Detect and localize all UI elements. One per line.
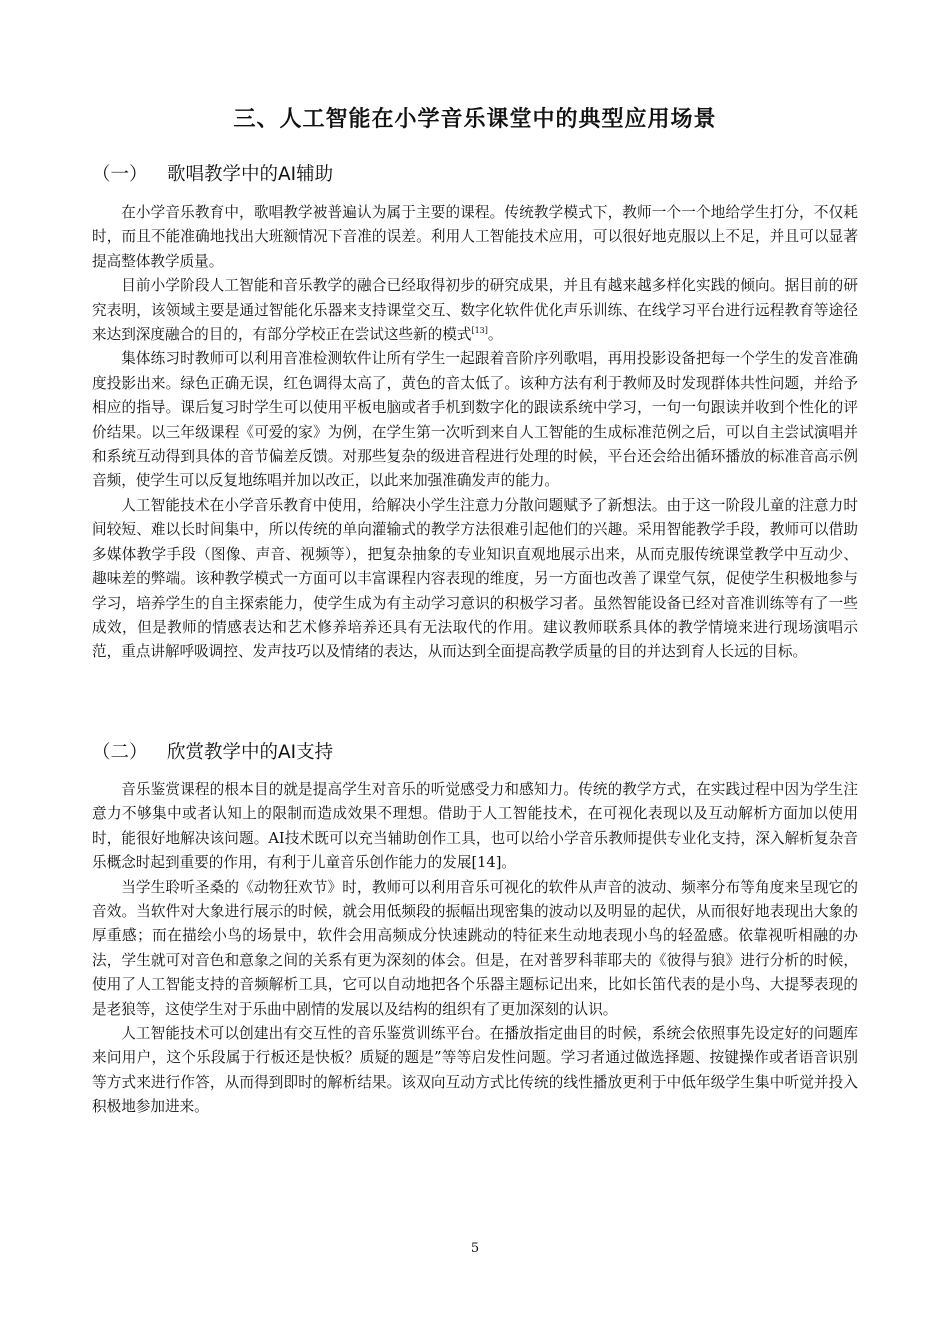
paragraph: 当学生聆听圣桑的《动物狂欢节》时，教师可以利用音乐可视化的软件从声音的波动、频率分布等角度来呈现它的音效。当软件对大象进行展示的时候，就会用低频段的振幅出现密集的波动以及明显的起伏，从而很好地表现出大象的厚重感；而在描绘小鸟的场景中，软件会用高频成分快速跳动的特征来生动地表现小鸟的轻盈感。依靠视听相融的办法，学生就可对音色和意象之间的关系有更为深刻的体会。但是，在对普罗科菲耶夫的《彼得与狼》进行分析的时候，使用了人工智能支持的音频解析工具，它可以自动地把各个乐器主题标记出来，比如长笛代表的是小鸟、大提琴表现的是老狼等，这使学生对于乐曲中剧情的发展以及结构的组织有了更加深刻的认识。 — [92, 878, 858, 1018]
paragraph-end: 。 — [487, 326, 503, 344]
chapter-title: 三、人工智能在小学音乐课堂中的典型应用场景 — [233, 107, 717, 132]
section-title-1: 歌唱教学中的AI辅助 — [167, 164, 334, 185]
paragraph: 集体练习时教师可以利用音准检测软件让所有学生一起跟着音阶序列歌唱，再用投影设备把每一个学生的发音准确度投影出来。绿色正确无误，红色调得太高了，黄色的音太低了。该种方法有利于教师及时发现群体共性问题，并给予相应的指导。课后复习时学生可以使用平板电脑或者手机到数字化的跟读系统中学习，一句一句跟读并收到个性化的评价结果。以三年级课程《可爱的家》为例，在学生第一次听到来自人工智能的生成标准范例之后，可以自主尝试演唱并和系统互动得到具体的音节偏差反馈。对那些复杂的级进音程进行处理的时候，平台还会给出循环播放的标准音高示例音频，使学生可以反复地练唱并加以改正，以此来加强准确发声的能力。 — [92, 350, 858, 490]
paragraph: 人工智能技术可以创建出有交互性的音乐鉴赏训练平台。在播放指定曲目的时候，系统会依照事先设定好的问题库来问用户，这个乐段属于行板还是快板？质疑的题是”等等启发性问题。学习者通过做选择题、按键操作或者语音识别等方式来进行作答，从而得到即时的解析结果。该双向互动方式比传统的线性播放更利于中低年级学生集中听觉并投入积极地参加进来。 — [92, 1025, 858, 1116]
paragraph: 在小学音乐教育中，歌唱教学被普遍认为属于主要的课程。传统教学模式下，教师一个一个地给学生打分，不仅耗时，而且不能准确地找出大班额情况下音准的误差。利用人工智能技术应用，可以很好地克服以上不足，并且可以显著提高整体教学质量。 — [92, 204, 858, 270]
paragraph: 人工智能技术在小学音乐教育中使用，给解决小学生注意力分散问题赋予了新想法。由于这一阶段儿童的注意力时间较短、难以长时间集中，所以传统的单向灌输式的教学方法很难引起他们的兴趣。采用智能教学手段，教师可以借助多媒体教学手段（图像、声音、视频等），把复杂抽象的专业知识直观地展示出来，从而克服传统课堂教学中互动少、趣味差的弊端。该种教学模式一方面可以丰富课程内容表现的维度，另一方面也改善了课堂气氛，促使学生积极地参与学习，培养学生的自主探索能力，使学生成为有主动学习意识的积极学习者。虽然智能设备已经对音准训练等有了一些成效，但是教师的情感表达和艺术修养培养还具有无法取代的作用。建议教师联系具体的教学情境来进行现场演唱示范，重点讲解呼吸调控、发声技巧以及情绪的表达，从而达到全面提高教学质量的目的并达到育人长远的目标。 — [92, 496, 858, 661]
paragraph — [92, 274, 858, 347]
section-title-2: 欣赏教学中的AI支持 — [167, 742, 334, 763]
section-number-2: （二） — [92, 742, 148, 763]
section-heading-1 — [92, 160, 333, 186]
section-heading-2 — [92, 738, 333, 764]
citation-marker: [13] — [471, 326, 488, 336]
section-body-1 — [92, 201, 858, 665]
paragraph: 音乐鉴赏课程的根本目的就是提高学生对音乐的听觉感受力和感知力。传统的教学方式，在实践过程中因为学生注意力不够集中或者认知上的限制而造成效果不理想。借助于人工智能技术，在可视化表现以及互动解析方面加以使用时，能很好地解决该问题。AI技术既可以充当辅助创作工具，也可以给小学音乐教师提供专业化支持，深入解析复杂音乐概念时起到重要的作用，有利于儿童音乐创作能力的发展[14]。 — [92, 781, 858, 872]
section-body-2 — [92, 778, 858, 1120]
paragraph-text: 目前小学阶段人工智能和音乐教学的融合已经取得初步的研究成果，并且有越来越多样化实践的倾向。据目前的研究表明，该领域主要是通过智能化乐器来支持课堂交互、数字化软件优化声乐训练、在线学习平台进行远程教育等途径来达到深度融合的目的，有部分学校正在尝试这些新的模式 — [92, 277, 858, 344]
page-number: 5 — [470, 1241, 480, 1256]
section-number-1: （一） — [92, 164, 148, 185]
